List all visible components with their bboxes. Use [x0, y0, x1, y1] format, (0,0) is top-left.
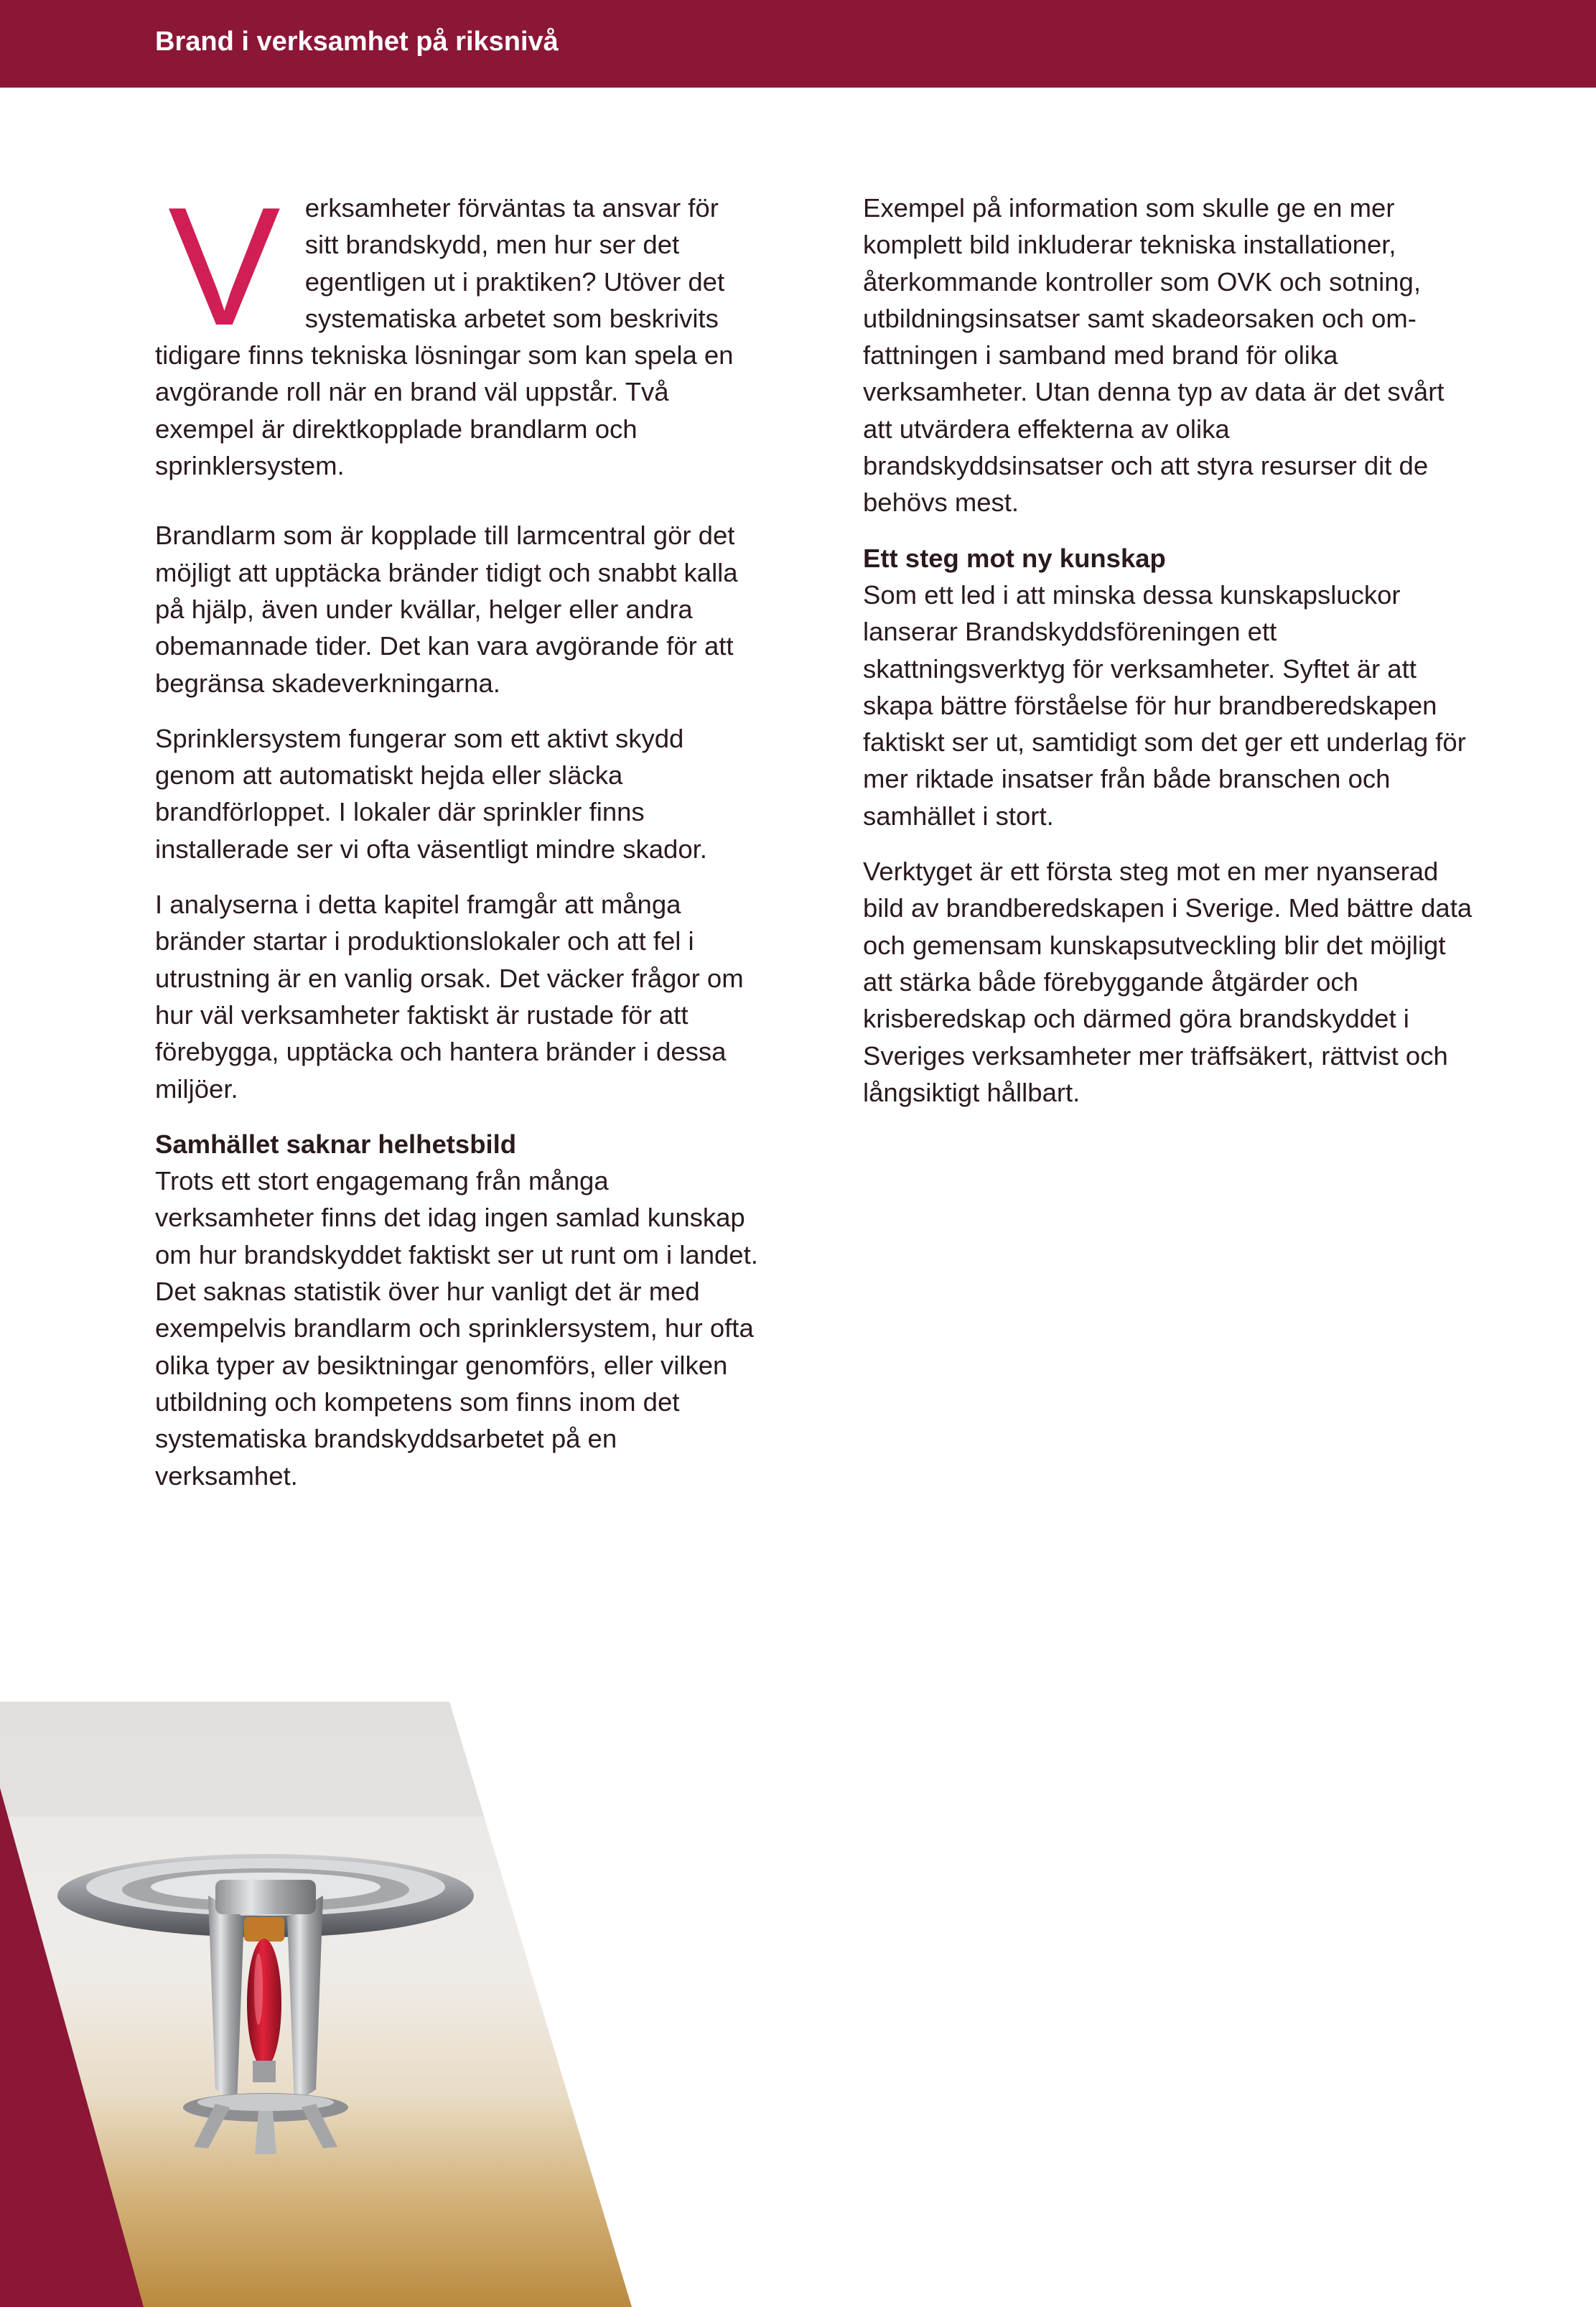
paragraph-exempel: Exempel på information som skulle ge en mer komplett bild inkluderar tekniska installationer, återkommande kontroller som OVK och sotning, utbildningsinsatser samt skadeorsaken och omfattningen i samband med brand för olika verksamheter. Utan denna typ av data är det svårt att utvärdera effekterna av olika brandskyddsinsatser och att styra resurser dit de behövs mest.	[863, 193, 1445, 518]
intro-paragraph	[155, 172, 758, 484]
dropcap: V	[168, 172, 281, 360]
sprinkler-illustration	[0, 1702, 632, 2307]
paragraph-verktyg: Som ett led i att minska dessa kunskapsluckor lanserar Brandskyddsföreningen ett skattningsverktyg för verksamheter. Syftet är att skapa bättre förståelse för hur brandberedskapen faktiskt ser ut, samtidigt som det ger ett underlag för mer riktade insatser från både branschen och samhället i stort.	[863, 579, 1466, 831]
paragraph-analyser: I analyserna i detta kapitel framgår att många bränder startar i produktionslokaler och att fel i utrustning är en vanlig orsak. Det väcker frågor om hur väl verksamheter faktiskt är rustade för att förebygga, upptäcka och hantera bränder i dessa miljöer.	[155, 890, 744, 1104]
section-title: Brand i verksamhet på riksnivå	[155, 27, 559, 57]
intro-text: erksamheter förväntas ta ansvar för sitt brandskydd, men hur ser det egentligen ut i praktiken? Utöver det systematiska arbetet som beskrivits tidigare finns tekniska lösningar som kan spela en avgörande roll när en brand väl uppstår. Två exempel är direktkopplade brandlarm och sprinklersystem.	[155, 193, 734, 481]
heading-ny-kunskap: Ett steg mot ny kunskap	[863, 543, 1166, 573]
paragraph-helhetsbild: Trots ett stort engagemang från många verksamheter finns det idag ingen samlad kunskap om hur brandskyddet faktiskt ser ut runt om i landet. Det saknas statistik över hur vanligt det är med exempelvis brandlarm och sprinklersystem, hur ofta olika typer av besiktningar genomförs, eller vilken utbildning och kompetens som finns inom det systematiska brandskyddsarbetet på en verksamhet.	[155, 1166, 758, 1491]
paragraph-sprinkler: Sprinklersystem fungerar som ett aktivt skydd genom att automatiskt hejda eller släcka brandförloppet. I lokaler där sprinkler finns installerade ser vi ofta väsentligt mindre skador.	[155, 723, 707, 864]
paragraph-brandlarm: Brandlarm som är kopplade till larmcentral gör det möjligt att upptäcka bränder tidigt och snabbt kalla på hjälp, även under kvällar, helger eller andra obemannade tider. Det kan vara avgörande för att begränsa skadeverkningarna.	[155, 521, 738, 698]
heading-helhetsbild: Samhället saknar helhetsbild	[155, 1129, 517, 1159]
paragraph-forsta-steg: Verktyget är ett första steg mot en mer nyanserad bild av brandberedskapen i Sverige. Med bättre data och gemensam kunskapsutveckling blir det möjligt att stärka både förebyggande åtgärder och krisberedskap och därmed göra brandskyddet i Sveriges verksamheter mer träffsäkert, rättvist och långsiktigt hållbart.	[863, 857, 1473, 1107]
page-header	[0, 0, 1596, 88]
right-column	[863, 190, 1473, 1129]
left-column	[155, 172, 758, 1513]
sprinkler-photo	[0, 1702, 632, 2307]
